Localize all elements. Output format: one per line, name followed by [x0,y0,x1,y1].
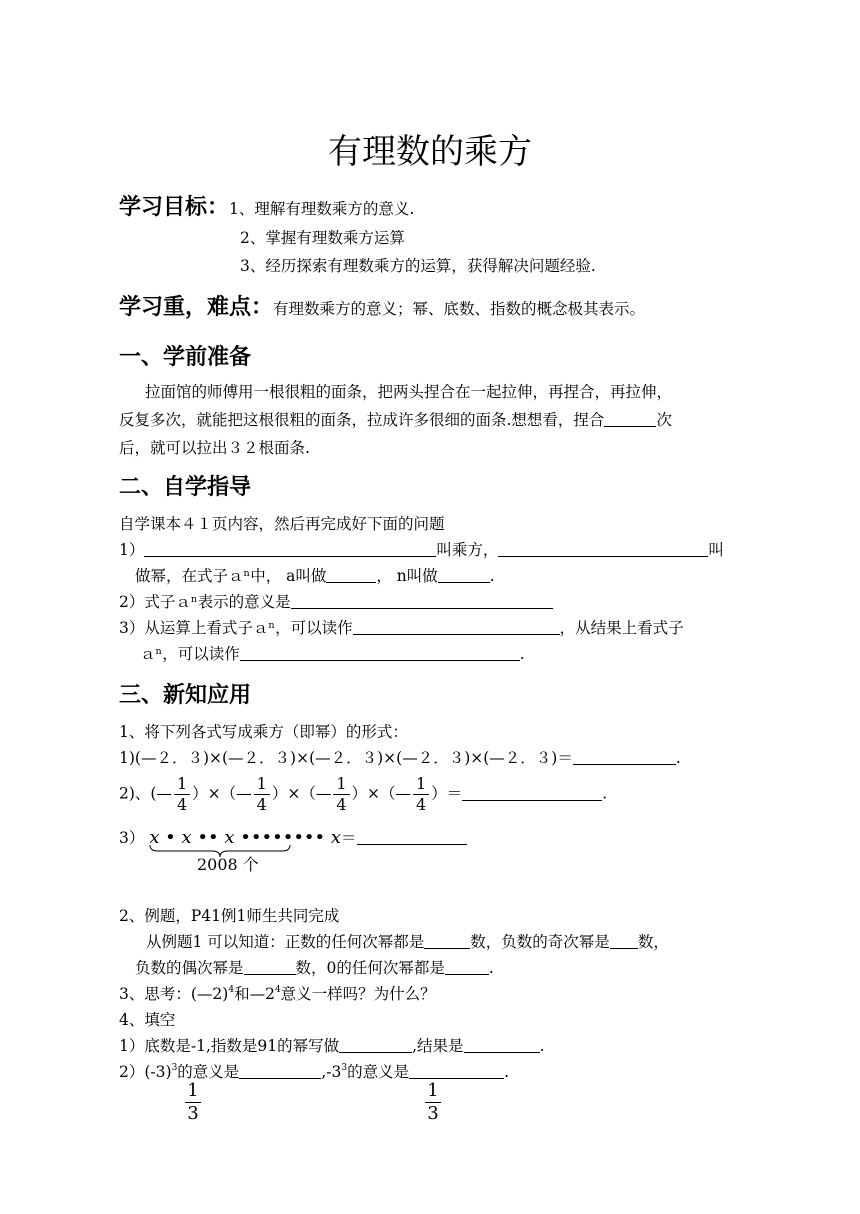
objectives-heading: 学习目标： [119,195,230,220]
question-line: $2)(-3)^3$的意义是 $,-3^3$的意义是 . [119,1063,510,1081]
question-line: 3） x • x •• x •••••••• x＝ [119,826,467,848]
fraction: 1 3 [425,1080,441,1125]
objectives [119,190,414,221]
question-line: 2）式子ａⁿ表示的意义是 [119,590,553,612]
paragraph-line: 4、填空 [119,1011,176,1029]
section-heading: 一、学前准备 [119,345,252,370]
question-line: 3、思考：(—2)$^4$和$—2^4$意义一样吗？为什么？ [119,985,436,1003]
question-line: 负数的偶次幂是 数，0的任何次幂都是 . [135,959,494,977]
focus-line [119,290,645,321]
paragraph-line: 后，就可以拉出３２根面条. [119,439,310,457]
paragraph-line: 1、将下列各式写成乘方（即幂）的形式： [119,723,408,741]
answer-blank[interactable] [424,933,470,949]
paragraph-line: 拉面馆的师傅用一根很粗的面条，把两头捏合在一起拉伸，再捏合，再拉伸， [145,383,673,401]
answer-blank[interactable] [144,541,436,557]
paragraph-line: 2、例题，P41例1师生共同完成 [119,907,340,925]
question-line: 从例题1 可以知道：正数的任何次幂都是 数，负数的奇次幂是 数， [146,933,669,951]
question-line: 做幂，在式子ａⁿ中， a叫做 ， n叫做 . [135,567,495,585]
focus-heading: 学习重，难点： [119,295,274,320]
focus-text: 有理数乘方的意义；幂、底数、指数的概念极其表示。 [273,300,646,318]
answer-blank[interactable] [610,933,638,949]
answer-blank[interactable] [445,959,489,975]
answer-blank[interactable] [462,785,602,801]
question-line: ａⁿ，可以读作 . [140,645,525,663]
section-heading: 三、新知应用 [119,683,252,708]
objective-item: 3、经历探索有理数乘方的运算，获得解决问题经验. [240,257,596,275]
answer-blank[interactable] [244,959,296,975]
answer-blank[interactable] [339,1037,412,1053]
answer-blank[interactable] [291,593,553,609]
paragraph-line: 自学课本４１页内容，然后再完成好下面的问题 [119,515,445,533]
answer-blank[interactable] [573,749,676,765]
fraction: $\frac{1}{4}$ [333,774,349,815]
answer-blank[interactable] [357,829,467,845]
question-line: 1） 叫乘方， 叫 [119,541,724,559]
question-line: 1）底数是-1,指数是91的幂写做 ,结果是 . [119,1037,545,1055]
product-expression: x • x •• x •••••••• x [149,827,342,848]
fraction: 1 3 [185,1080,201,1125]
paragraph-line: 反复多次，就能把这根很粗的面条，拉成许多很细的面条.想想看，捏合 次 [119,411,672,429]
fraction: $\frac{1}{4}$ [254,774,270,815]
answer-blank[interactable] [409,1063,504,1079]
answer-blank[interactable] [353,619,560,635]
objective-item: 1、理解有理数乘方的意义. [229,200,415,218]
answer-blank[interactable] [498,541,708,557]
answer-blank[interactable] [239,1063,321,1079]
fraction: $\frac{1}{4}$ [174,774,190,815]
answer-blank[interactable] [464,1037,540,1053]
fraction: $\frac{1}{4}$ [413,774,429,815]
underbrace-label: 2008 个 [197,855,259,874]
question-line: 2)、(— $\frac{1}{4}$ ）×（— $\frac{1}{4}$ ）×（— $\frac{1}{4}$ ）×（— $\frac{1}{4}$ ）＝ . [119,774,608,814]
answer-blank[interactable] [326,567,376,583]
section-heading: 二、自学指导 [119,475,252,500]
question-line: 1)(—２．３)×(—２．３)×(—２．３)×(—２．３)×(—２．３)＝ . [119,749,681,767]
answer-blank[interactable] [240,645,520,661]
objective-item: 2、掌握有理数乘方运算 [240,229,405,247]
page-title: 有理数的乘方 [328,132,532,172]
question-line: 3）从运算上看式子ａⁿ，可以读作 ，从结果上看式子 [119,619,684,637]
answer-blank[interactable] [438,567,490,583]
answer-blank[interactable] [604,411,656,427]
